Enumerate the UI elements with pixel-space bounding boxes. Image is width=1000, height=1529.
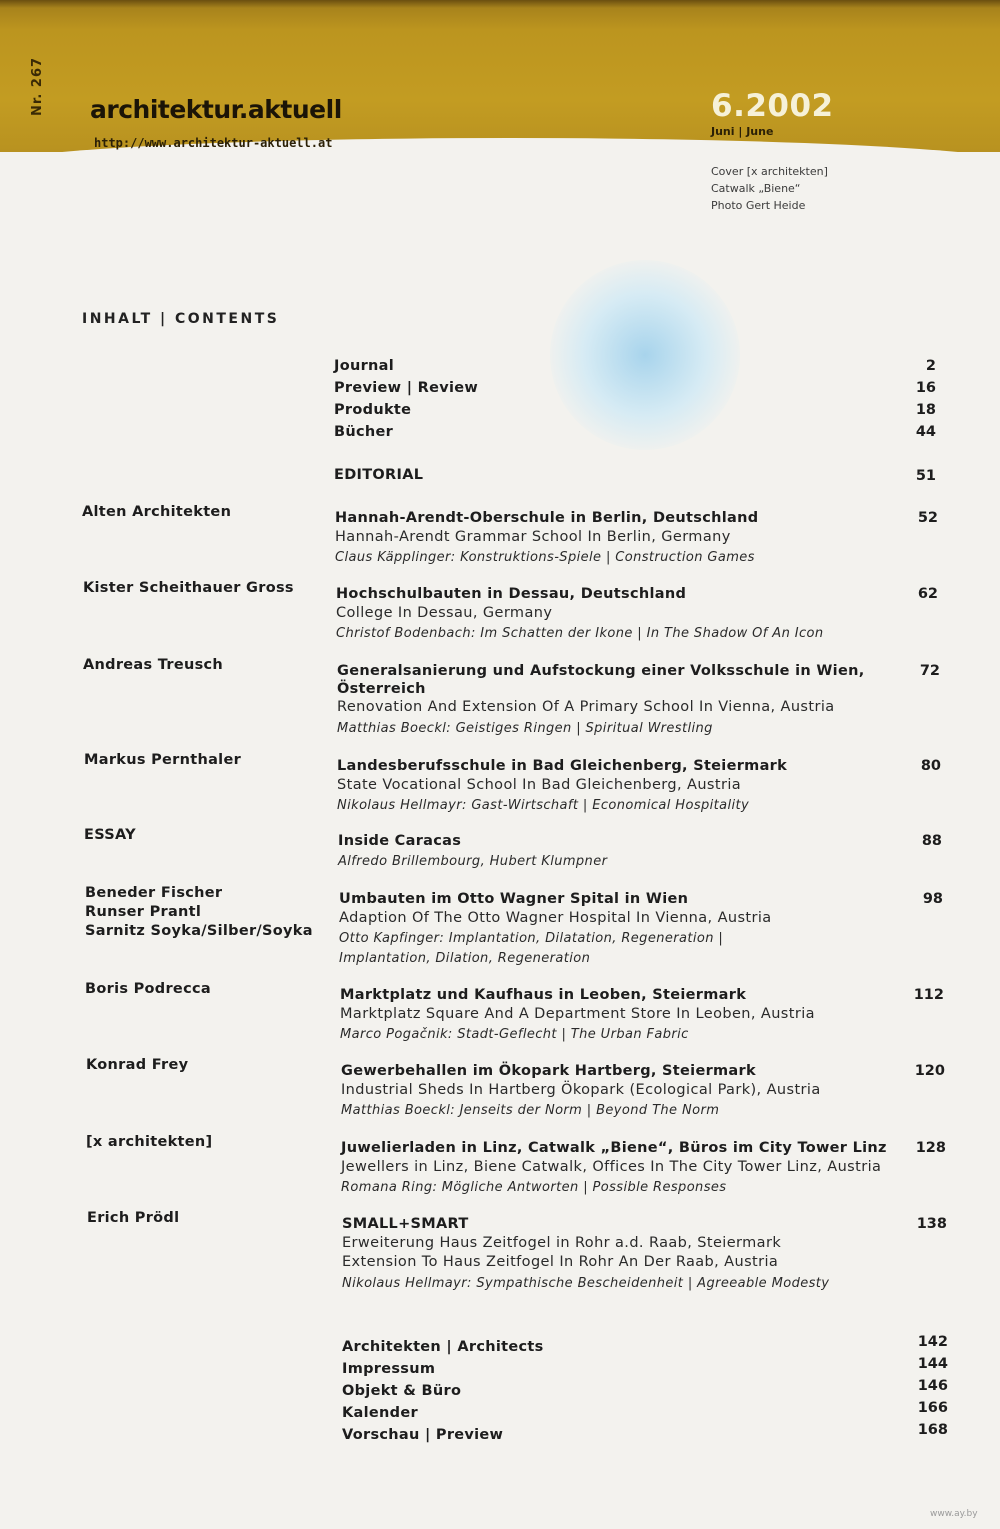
article-title: Marktplatz und Kaufhaus in Leoben, Steiermark <box>340 987 747 1003</box>
article-page: 112 <box>913 987 944 1003</box>
article-title: Umbauten im Otto Wagner Spital in Wien <box>339 891 689 907</box>
architect-name: Andreas Treusch <box>83 657 224 673</box>
article-subtitle: Adaption Of The Otto Wagner Hospital In Vienna, Austria <box>339 909 772 926</box>
magazine-brand: architektur.aktuell <box>90 95 342 124</box>
article-author: Marco Pogačnik: Stadt-Geflecht | The Urban Fabric <box>340 1027 689 1042</box>
architect-name: Alten Architekten <box>82 504 232 520</box>
toc-item-page: 16 <box>915 380 936 396</box>
article-subtitle: Industrial Sheds In Hartberg Ökopark (Ecological Park), Austria <box>341 1081 821 1098</box>
article-title: Inside Caracas <box>338 833 462 849</box>
article-title: SMALL+SMART <box>342 1216 469 1232</box>
toc-item-page: 2 <box>925 358 936 374</box>
architect-name: ESSAY <box>84 827 136 843</box>
cover-credits <box>711 163 828 214</box>
architect-name: Erich Prödl <box>87 1210 180 1226</box>
toc-item-title: Vorschau | Preview <box>342 1427 504 1443</box>
architect-name: Runser Prantl <box>85 904 202 920</box>
article-author: Alfredo Brillembourg, Hubert Klumpner <box>338 853 608 869</box>
toc-item-page: 146 <box>917 1378 948 1394</box>
article-author: Matthias Boeckl: Jenseits der Norm | Beyond The Norm <box>341 1103 720 1118</box>
article-title: Generalsanierung und Aufstockung einer Volksschule in Wien, <box>337 663 865 679</box>
article-subtitle: Jewellers in Linz, Biene Catwalk, Offices In The City Tower Linz, Austria <box>341 1158 882 1175</box>
architect-name: Beneder Fischer <box>85 885 223 901</box>
toc-item-title: Journal <box>334 358 395 374</box>
article-author: Implantation, Dilation, Regeneration <box>339 950 591 966</box>
masthead-band <box>0 0 1000 152</box>
toc-item-title: Produkte <box>334 402 412 418</box>
toc-item-page: 44 <box>915 424 936 440</box>
toc-item-title: Impressum <box>342 1361 436 1377</box>
article-author: Nikolaus Hellmayr: Gast-Wirtschaft | Economical Hospitality <box>337 798 750 813</box>
toc-item-page: 142 <box>917 1334 948 1350</box>
cover-credit-line: Photo Gert Heide <box>711 199 806 212</box>
article-author: Matthias Boeckl: Geistiges Ringen | Spiritual Wrestling <box>337 720 713 736</box>
article-page: 138 <box>916 1216 947 1232</box>
toc-item-title: Objekt & Büro <box>342 1383 462 1399</box>
architect-name: Konrad Frey <box>86 1057 189 1073</box>
article-title: Gewerbehallen im Ökopark Hartberg, Steiermark <box>341 1063 756 1079</box>
toc-item-page: 166 <box>917 1400 948 1416</box>
article-subtitle: State Vocational School In Bad Gleichenberg, Austria <box>337 776 742 793</box>
editorial-title: EDITORIAL <box>334 467 424 483</box>
toc-item-title: Architekten | Architects <box>342 1339 544 1355</box>
article-author: Nikolaus Hellmayr: Sympathische Bescheidenheit | Agreeable Modesty <box>342 1275 830 1291</box>
article-author: Christof Bodenbach: Im Schatten der Ikone | In The Shadow Of An Icon <box>336 626 824 641</box>
cover-credit-line: Catwalk „Biene“ <box>711 182 801 195</box>
article-page: 98 <box>922 891 943 907</box>
architect-name: Markus Pernthaler <box>84 752 242 768</box>
article-author: Romana Ring: Mögliche Antworten | Possible Responses <box>341 1180 727 1195</box>
article-subtitle: Erweiterung Haus Zeitfogel in Rohr a.d. Raab, Steiermark <box>342 1234 782 1251</box>
article-page: 120 <box>914 1063 945 1079</box>
article-title: Österreich <box>337 680 426 697</box>
contents-heading: INHALT | CONTENTS <box>82 311 280 327</box>
article-page: 128 <box>915 1140 946 1156</box>
article-subtitle: Hannah-Arendt Grammar School In Berlin, Germany <box>335 528 731 545</box>
article-subtitle: Extension To Haus Zeitfogel In Rohr An Der Raab, Austria <box>342 1254 779 1270</box>
toc-item-title: Preview | Review <box>334 380 479 396</box>
article-author: Claus Käpplinger: Konstruktions-Spiele | Construction Games <box>335 550 755 565</box>
article-title: Hannah-Arendt-Oberschule in Berlin, Deutschland <box>335 510 759 526</box>
architect-name: Boris Podrecca <box>85 981 211 997</box>
issue-month: Juni | June <box>711 125 774 138</box>
toc-item-page: 144 <box>917 1356 948 1372</box>
article-page: 62 <box>917 586 938 602</box>
architect-name: [x architekten] <box>86 1134 213 1150</box>
editorial-page: 51 <box>915 468 936 484</box>
watermark: www.ay.by <box>930 1509 978 1519</box>
toc-item-page: 168 <box>917 1422 948 1438</box>
article-subtitle: College In Dessau, Germany <box>336 604 553 621</box>
blue-smudge <box>550 260 740 450</box>
article-page: 72 <box>919 663 940 679</box>
toc-item-title: Bücher <box>334 424 394 440</box>
article-title: Hochschulbauten in Dessau, Deutschland <box>336 586 687 602</box>
magazine-url: http://www.architektur-aktuell.at <box>94 136 333 150</box>
toc-item-title: Kalender <box>342 1405 418 1421</box>
architect-name: Kister Scheithauer Gross <box>83 580 294 596</box>
article-page: 52 <box>917 510 938 526</box>
toc-item-page: 18 <box>915 402 936 418</box>
article-page: 80 <box>920 758 941 774</box>
article-title: Landesberufsschule in Bad Gleichenberg, Steiermark <box>337 758 788 774</box>
article-title: Juwelierladen in Linz, Catwalk „Biene“, Büros im City Tower Linz <box>341 1140 887 1156</box>
issue-label: 6.2002 <box>711 88 834 124</box>
cover-credit-line: Cover [x architekten] <box>711 165 828 178</box>
issue-number: Nr. 267 <box>30 56 45 116</box>
article-subtitle: Marktplatz Square And A Department Store In Leoben, Austria <box>340 1005 815 1022</box>
article-subtitle: Renovation And Extension Of A Primary School In Vienna, Austria <box>337 699 835 715</box>
architect-name: Sarnitz Soyka/Silber/Soyka <box>85 923 313 939</box>
article-page: 88 <box>921 833 942 849</box>
article-author: Otto Kapfinger: Implantation, Dilatation, Regeneration | <box>339 931 724 946</box>
